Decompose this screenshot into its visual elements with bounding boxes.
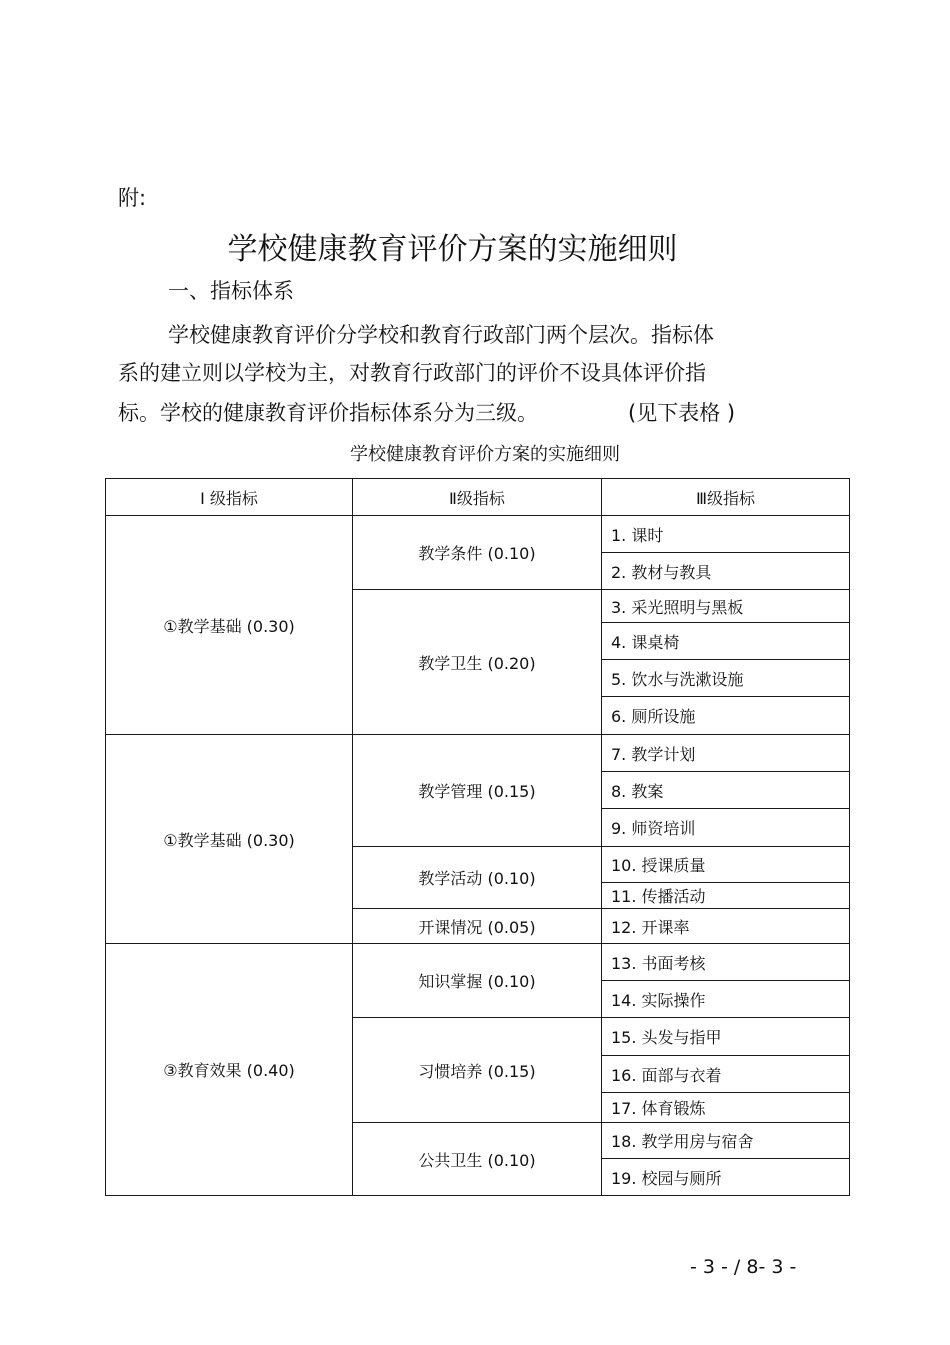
level2-cell: 教学卫生 (0.20): [353, 590, 602, 735]
level2-cell: 开课情况 (0.05): [353, 909, 602, 944]
level3-cell: 8. 教案: [602, 772, 850, 809]
level3-cell: 3. 采光照明与黑板: [602, 590, 850, 623]
level3-cell: 13. 书面考核: [602, 944, 850, 981]
level3-cell: 16. 面部与衣着: [602, 1056, 850, 1093]
header-level1: Ⅰ 级指标: [106, 479, 353, 516]
document-title: 学校健康教育评价方案的实施细则: [227, 232, 678, 267]
paragraph-line: 系的建立则以学校为主，对教育行政部门的评价不设具体评价指: [118, 361, 706, 385]
table-header-row: [106, 479, 850, 516]
level3-cell: 10. 授课质量: [602, 847, 850, 883]
level3-cell: 17. 体育锻炼: [602, 1093, 850, 1123]
level1-cell: ①教学基础 (0.30): [106, 516, 353, 735]
level3-cell: 5. 饮水与洗漱设施: [602, 660, 850, 697]
level2-cell: 公共卫生 (0.10): [353, 1123, 602, 1196]
table-row: [106, 516, 850, 553]
header-level3: Ⅲ级指标: [602, 479, 850, 516]
level3-cell: 15. 头发与指甲: [602, 1018, 850, 1056]
level1-cell: ①教学基础 (0.30): [106, 735, 353, 944]
level2-cell: 教学活动 (0.10): [353, 847, 602, 909]
level3-cell: 7. 教学计划: [602, 735, 850, 772]
level1-cell: ③教育效果 (0.40): [106, 944, 353, 1196]
level3-cell: 4. 课桌椅: [602, 623, 850, 660]
paragraph-note: (见下表格 ): [628, 401, 736, 425]
level3-cell: 18. 教学用房与宿舍: [602, 1123, 850, 1159]
level3-cell: 9. 师资培训: [602, 809, 850, 847]
section-heading: 一、指标体系: [168, 279, 294, 303]
level3-cell: 14. 实际操作: [602, 981, 850, 1018]
level3-cell: 1. 课时: [602, 516, 850, 553]
header-level2: Ⅱ级指标: [353, 479, 602, 516]
table-row: [106, 735, 850, 772]
level3-cell: 2. 教材与教具: [602, 553, 850, 590]
level3-cell: 6. 厕所设施: [602, 697, 850, 735]
page-number: - 3 - / 8- 3 -: [690, 1256, 797, 1278]
level2-cell: 知识掌握 (0.10): [353, 944, 602, 1018]
table-caption: 学校健康教育评价方案的实施细则: [350, 444, 620, 465]
appendix-label: 附:: [118, 186, 147, 210]
level3-cell: 12. 开课率: [602, 909, 850, 944]
criteria-table: [105, 478, 850, 1196]
table-row: [106, 944, 850, 981]
paragraph-line: 标。学校的健康教育评价指标体系分为三级。: [118, 401, 538, 425]
level2-cell: 教学管理 (0.15): [353, 735, 602, 847]
level3-cell: 19. 校园与厕所: [602, 1159, 850, 1196]
level2-cell: 教学条件 (0.10): [353, 516, 602, 590]
paragraph-line: 学校健康教育评价分学校和教育行政部门两个层次。指标体: [168, 323, 714, 347]
level3-cell: 11. 传播活动: [602, 883, 850, 909]
level2-cell: 习惯培养 (0.15): [353, 1018, 602, 1123]
